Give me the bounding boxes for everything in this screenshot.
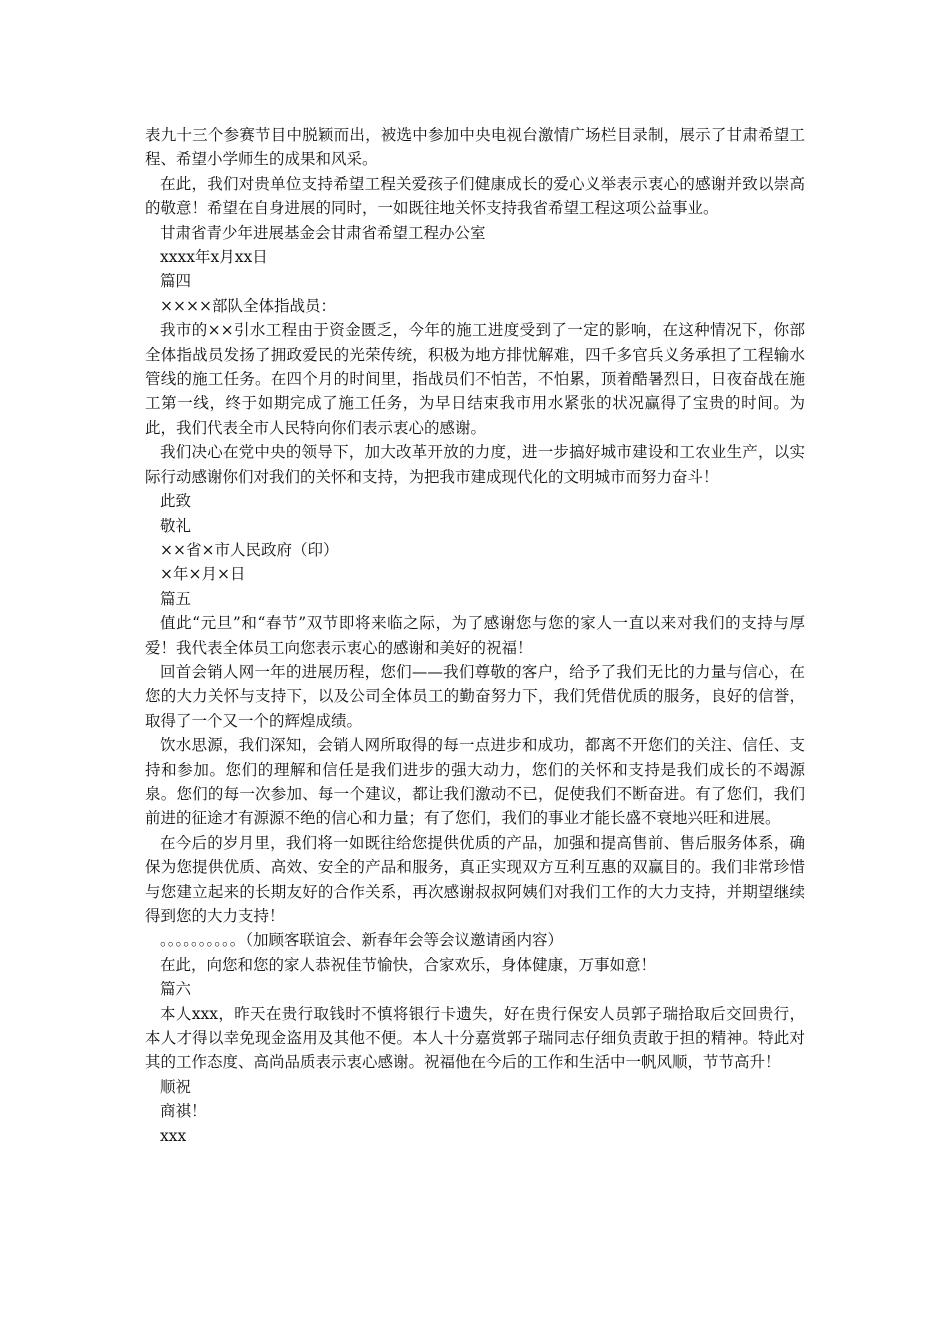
sender-organization: ××省×市人民政府（印） bbox=[160, 540, 339, 559]
section-heading: 篇六 bbox=[160, 980, 192, 999]
paragraph: 。。。。。。。。。。（加顾客联谊会、新春年会等会议邀请函内容） bbox=[160, 931, 564, 950]
closing: 此致 bbox=[160, 492, 192, 511]
closing: 商祺！ bbox=[160, 1102, 207, 1121]
paragraph: 我们决心在党中央的领导下，加大改革开放的力度，进一步搞好城市建设和工农业生产，以实际行动感谢你们对我们的关怀和支持，为把我市建成现代化的文明城市而努力奋斗！ bbox=[145, 443, 805, 486]
document-body bbox=[145, 123, 805, 1148]
letter-date: xxxx年x月xx日 bbox=[160, 248, 268, 267]
paragraph: 表九十三个参赛节目中脱颖而出，被选中参加中央电视台激情广场栏目录制，展示了甘肃希望工程、希望小学师生的成果和风采。 bbox=[145, 126, 805, 169]
section-heading: 篇四 bbox=[160, 272, 192, 291]
paragraph: 饮水思源，我们深知，会销人网所取得的每一点进步和成功，都离不开您们的关注、信任、支持和参加。您们的理解和信任是我们进步的强大动力，您们的关怀和支持是我们成长的不竭源泉。您们的每一次参加、每一个建议，都让我们激动不已，促使我们不断奋进。有了您们，我们前进的征途才有源源不绝的信心和力量；有了您们，我们的事业才能长盛不衰地兴旺和进展。 bbox=[145, 736, 805, 828]
salutation: ××××部队全体指战员： bbox=[160, 296, 336, 315]
letter-date: ×年×月×日 bbox=[160, 565, 246, 584]
signature: xxx bbox=[160, 1126, 187, 1145]
paragraph: 在此，向您和您的家人恭祝佳节愉快，合家欢乐，身体健康，万事如意！ bbox=[160, 955, 657, 974]
paragraph: 在此，我们对贵单位支持希望工程关爱孩子们健康成长的爱心义举表示衷心的感谢并致以崇高的敬意！希望在自身进展的同时，一如既往地关怀支持我省希望工程这项公益事业。 bbox=[145, 174, 805, 218]
paragraph: 本人xxx，昨天在贵行取钱时不慎将银行卡遗失，好在贵行保安人员郭子瑞拾取后交回贵行，本人才得以幸免现金盗用及其他不便。本人十分嘉赏郭子瑞同志仔细负责敢于担的精神。特此对其的工作态度、高尚品质表示衷心感谢。祝福他在今后的工作和生活中一帆风顺，节节高升！ bbox=[145, 1004, 805, 1072]
paragraph: 值此“元旦”和“春节”双节即将来临之际，为了感谢您与您的家人一直以来对我们的支持与厚爱！我代表全体员工向您表示衷心的感谢和美好的祝福！ bbox=[145, 614, 805, 657]
section-heading: 篇五 bbox=[160, 589, 192, 608]
paragraph: 回首会销人网一年的进展历程，您们——我们尊敬的客户，给予了我们无比的力量与信心，在您的大力关怀与支持下，以及公司全体员工的勤奋努力下，我们凭借优质的服务，良好的信誉，取得了一个又一个的辉煌成绩。 bbox=[145, 662, 805, 730]
paragraph: 我市的××引水工程由于资金匮乏，今年的施工进度受到了一定的影响，在这种情况下，你部全体指战员发扬了拥政爱民的光荣传统，积极为地方排忧解难，四千多官兵义务承担了工程输水管线的施工任务。在四个月的时间里，指战员们不怕苦，不怕累，顶着酷暑烈日，日夜奋战在施工第一线，终于如期完成了施工任务，为早日结束我市用水紧张的状况赢得了宝贵的时间。为此，我们代表全市人民特向你们表示衷心的感谢。 bbox=[145, 321, 805, 437]
paragraph: 在今后的岁月里，我们将一如既往给您提供优质的产品，加强和提高售前、售后服务体系，确保为您提供优质、高效、安全的产品和服务，真正实现双方互利互惠的双赢目的。我们非常珍惜与您建立起来的长期友好的合作关系，再次感谢叔叔阿姨们对我们工作的大力支持，并期望继续得到您的大力支持！ bbox=[145, 833, 805, 925]
closing: 敬礼 bbox=[160, 516, 192, 535]
sender-organization: 甘肃省青少年进展基金会甘肃省希望工程办公室 bbox=[160, 223, 486, 242]
closing: 顺祝 bbox=[160, 1077, 192, 1096]
